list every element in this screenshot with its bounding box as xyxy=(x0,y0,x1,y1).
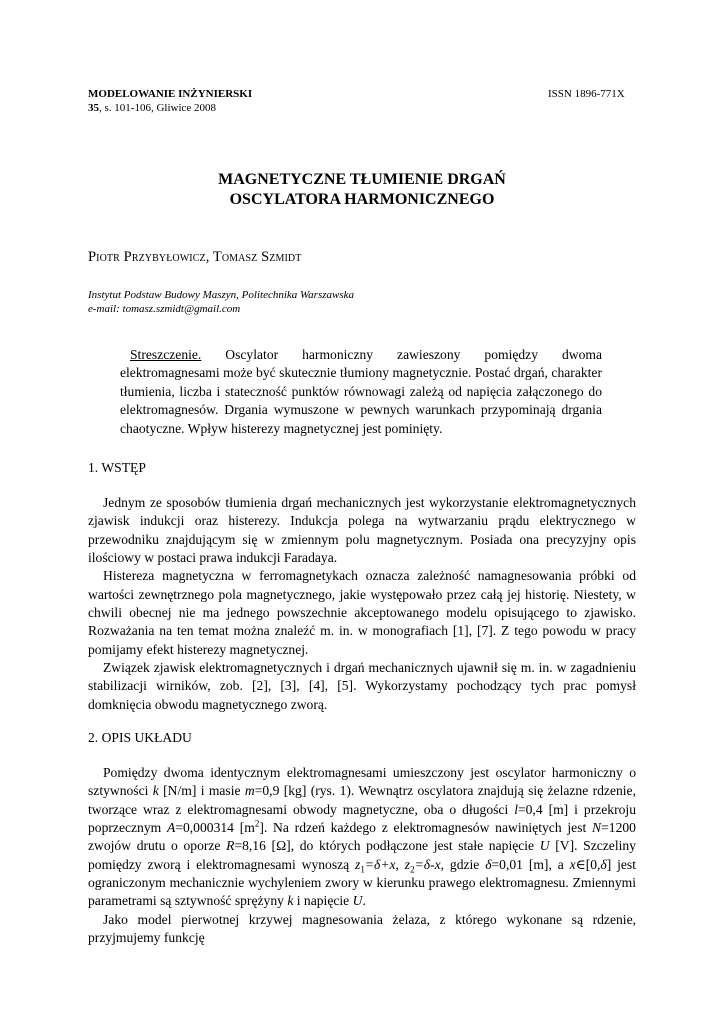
symbol-l: l xyxy=(514,801,518,817)
symbol-delta: δ xyxy=(600,856,607,872)
section-2-heading: 2. OPIS UKŁADU xyxy=(88,730,192,745)
symbol-m: m xyxy=(244,783,255,799)
author-2-last-rest: zmidt xyxy=(269,249,302,265)
text-run: i napięcie xyxy=(293,893,353,909)
section-2-paragraph: Jako model pierwotnej krzywej magnesowania żelaza, z którego wykonane są rdzenie, przyjmujemy funkcję xyxy=(88,911,636,946)
superscript-2: 2 xyxy=(254,818,260,829)
text-run: ] jest ograniczonym mechanicznie wychyleniem zwory w kierunku prawego elektromagnesu. Zmiennymi parametrami są sztywność sprężyny xyxy=(88,856,637,909)
authors xyxy=(88,249,301,266)
text-run: Pomiędzy dwoma identycznym elektromagnesami umieszczony jest oscylator harmoniczny o sztywności xyxy=(88,765,636,799)
section-1-paragraph: Histereza magnetyczna w ferromagnetykach oznacza zależność namagnesowania próbki od wartości zewnętrznego pola magnetycznego, jakie występowało przez całą jej historię. Niestety, w chwili obecnej nie ma jednego powszechnie akceptowanego modelu opisującego to zjawisko. Rozważania na ten temat można znaleźć m. in. w monografiach [1], [7]. Z tego powodu w pracy pomijamy efekt histerezy magnetycznej. xyxy=(88,568,636,657)
author-2-last-initial: S xyxy=(261,249,270,265)
author-separator: , xyxy=(205,249,213,265)
title-line-2: OSCYLATORA HARMONICZNEGO xyxy=(229,191,495,208)
section-1-paragraph: Związek zjawisk elektromagnetycznych i drgań mechanicznych ujawnił się m. in. w zagadnieniu stabilizacji wirników, zob. [2], [3], [4], [5]. Wykorzystamy pochodzący tych prac pomysł domknięcia obwodu magnetycznego zworą. xyxy=(88,660,636,712)
title-line-1: MAGNETYCZNE TŁUMIENIE DRGAŃ xyxy=(218,171,506,188)
author-2-first-initial: T xyxy=(212,249,222,265)
text-run: [V]. Szczeliny pomiędzy zworą i elektromagnesami wynoszą xyxy=(88,838,636,872)
symbol-U: U xyxy=(539,838,550,854)
subscript-1: 1 xyxy=(360,864,365,875)
symbol-k: k xyxy=(287,893,294,909)
symbol-N: N xyxy=(592,820,602,836)
text-run: =0,4 [m] i przekroju poprzecznym xyxy=(88,801,636,836)
author-1-last-rest: rzybyłowicz xyxy=(131,249,206,265)
journal-issue xyxy=(88,101,252,115)
issn: ISSN 1896-771X xyxy=(548,88,625,100)
affiliation xyxy=(88,288,354,316)
text-run: =1200 zwojów drutu o oporze xyxy=(88,820,636,854)
symbol-R: R xyxy=(226,838,235,854)
symbol-z2: z xyxy=(404,856,411,872)
abstract-label: Streszczenie. xyxy=(130,347,202,362)
journal-name: MODELOWANIE INŻYNIERSKI xyxy=(88,88,253,100)
section-2-body xyxy=(88,764,636,947)
author-1-last-initial: P xyxy=(123,249,132,265)
author-2-first-rest: omasz xyxy=(221,249,258,265)
text-run: =0,000314 [m xyxy=(175,820,255,836)
section-2-paragraph xyxy=(88,764,636,911)
section-1-heading: 1. WSTĘP xyxy=(88,460,146,475)
institute: Instytut Podstaw Budowy Maszyn, Politechnika Warszawska xyxy=(88,289,355,301)
text-run: [N/m] i masie xyxy=(158,783,245,799)
text-run: . xyxy=(362,893,366,909)
text-run: , gdzie xyxy=(440,856,486,872)
text-run: =0,9 [kg] (rys. 1). Wewnątrz oscylatora znajdują się żelazne rdzenie, tworzące wraz z elektromagnesami obwody magnetyczne, oba o długości xyxy=(88,783,636,817)
abstract xyxy=(120,346,602,438)
symbol-z1: z xyxy=(355,856,361,872)
symbol-x: x xyxy=(569,856,576,872)
text-run: =0,01 [m], a xyxy=(491,856,570,872)
symbol-A: A xyxy=(167,820,176,836)
journal-pages: , s. 101-106, Gliwice 2008 xyxy=(99,102,217,114)
email: e-mail: tomasz.szmidt@gmail.com xyxy=(88,303,241,315)
text-run: ]. Na rdzeń każdego z elektromagnesów nawiniętych jest xyxy=(259,820,593,836)
abstract-text: Oscylator harmoniczny zawieszony pomiędzy dwoma elektromagnesami może być skutecznie tłumiony magnetycznie. Postać drgań, charakter tłumienia, liczba i stateczność punktów równowagi zależą od napięcia załączonego do elektromagnesów. Drgania wymuszone w pewnych warunkach przypominają drgania chaotyczne. Wpływ histerezy magnetycznej jest pominięty. xyxy=(120,347,602,436)
author-1-first-rest: iotr xyxy=(96,249,120,265)
section-1-body xyxy=(88,494,636,714)
text-run: ∈[0, xyxy=(575,856,601,872)
text-run: =8,16 [Ω], do których podłączone jest stałe napięcie xyxy=(234,838,540,854)
text-run: , xyxy=(395,856,405,872)
equation-z2: =δ-x xyxy=(414,856,441,872)
subscript-2: 2 xyxy=(410,864,415,875)
section-1-paragraph: Jednym ze sposobów tłumienia drgań mechanicznych jest wykorzystanie elektromagnetycznych zjawisk indukcji oraz histerezy. Indukcja polega na wytwarzaniu prądu elektrycznego w przewodniku znajdującym się w zmiennym polu magnetycznym. Posiada ona precyzyjny opis ilościowy w postaci prawa indukcji Faradaya. xyxy=(88,495,636,566)
author-1-first-initial: P xyxy=(88,249,97,265)
symbol-U: U xyxy=(352,893,363,909)
journal-volume: 35 xyxy=(88,102,99,114)
paper-title xyxy=(88,170,636,210)
equation-z1: =δ+x xyxy=(364,856,396,872)
journal-header xyxy=(88,87,252,115)
symbol-delta: δ xyxy=(485,856,492,872)
symbol-k: k xyxy=(152,783,159,799)
